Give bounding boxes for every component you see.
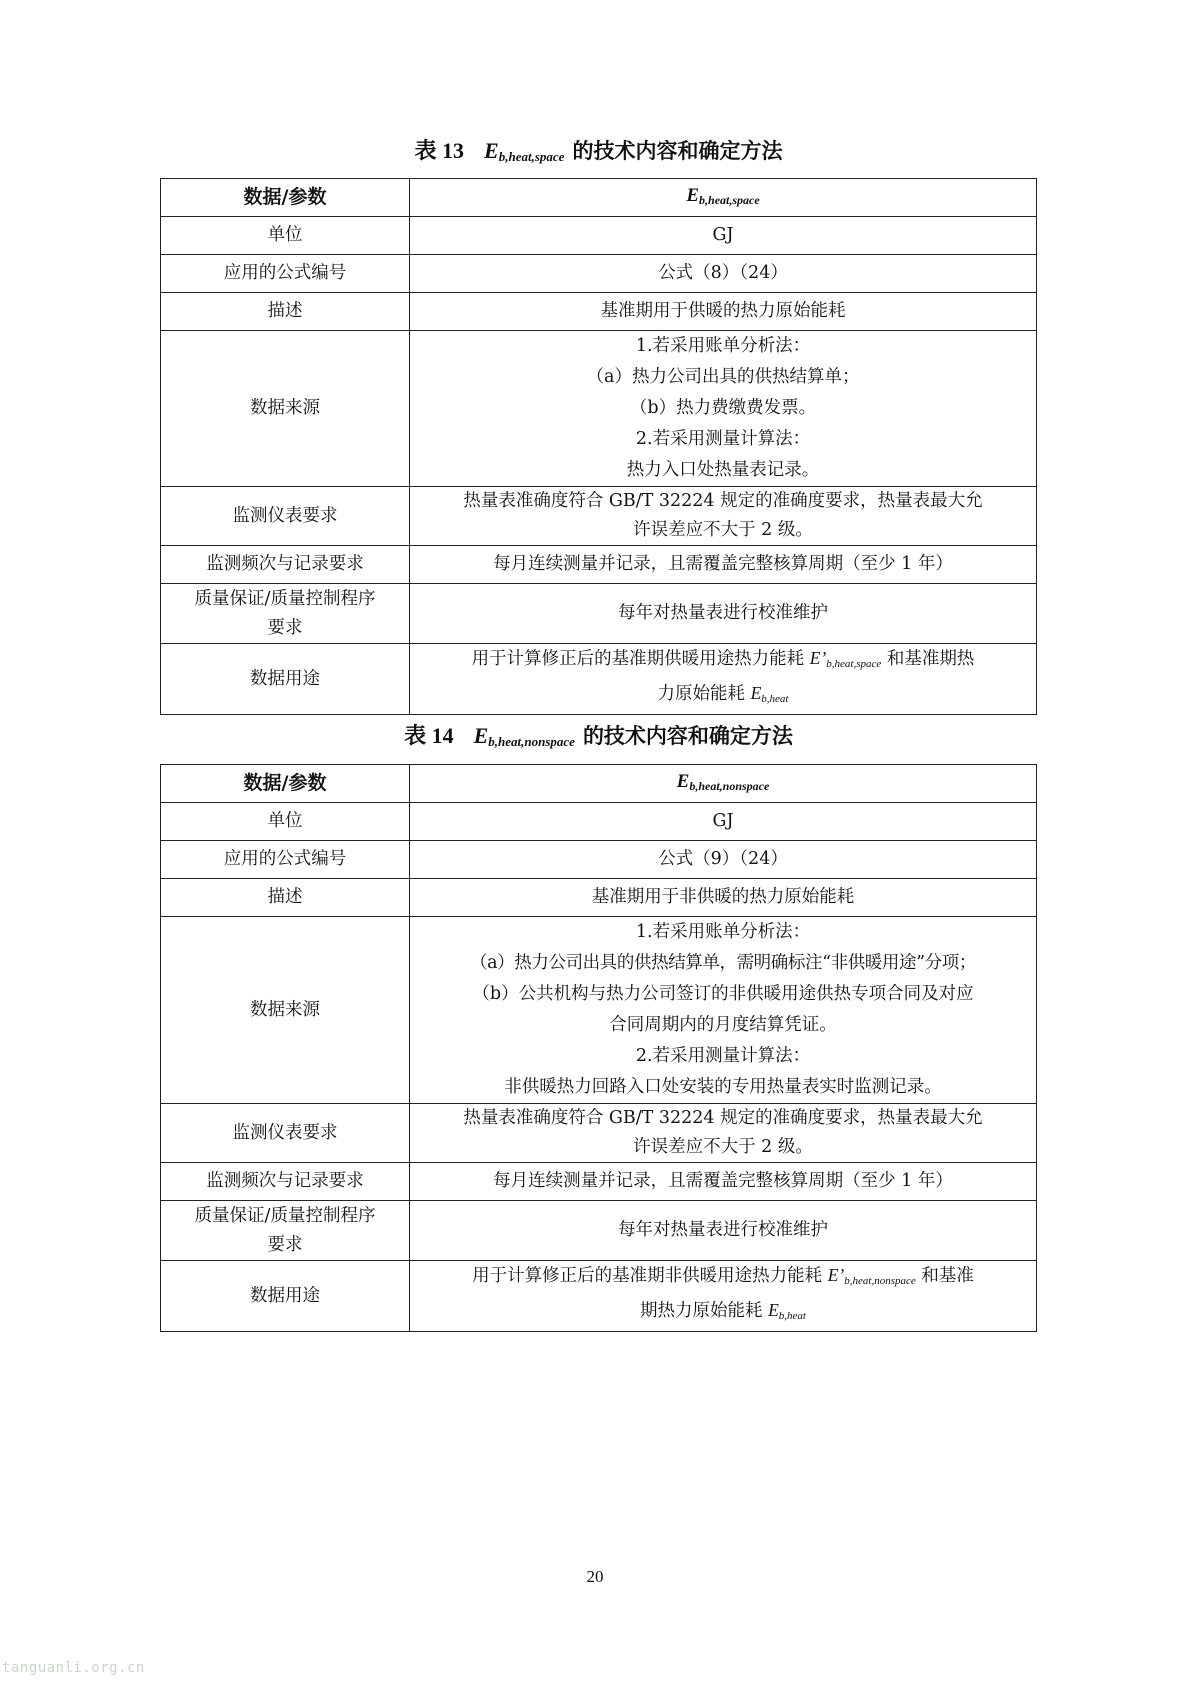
- source-label-cell: 数据来源: [161, 917, 410, 1104]
- qa-label-cell: 质量保证/质量控制程序 要求: [161, 1201, 410, 1261]
- formula-value-cell: 公式（9）（24）: [410, 841, 1037, 879]
- source-label-cell: 数据来源: [161, 331, 410, 487]
- table-13-caption-variable: $E_{b,heat,space}$: [484, 138, 565, 164]
- table-14-caption-variable: $E_{b,heat,nonspace}$: [473, 723, 575, 749]
- header-label-cell: 数据/参数: [161, 179, 410, 217]
- description-value-cell: 基准期用于供暖的热力原始能耗: [410, 293, 1037, 331]
- table-14: [160, 764, 1037, 1332]
- table-13-caption-number: 表 13: [414, 138, 465, 163]
- header-label-cell: 数据/参数: [161, 765, 410, 803]
- source-value-cell: 1.若采用账单分析法： （a）热力公司出具的供热结算单，需明确标注“非供暖用途”分项； （b）公共机构与热力公司签订的非供暖用途供热专项合同及对应 合同周期内的月度结算凭证。 2.若采用测量计算法： 非供暖热力回路入口处安装的专用热量表实时监测记录。: [410, 917, 1037, 1104]
- header-value-cell: $E_{b,heat,nonspace}$: [410, 765, 1037, 803]
- table-14-caption: [160, 722, 1037, 756]
- frequency-label-cell: 监测频次与记录要求: [161, 546, 410, 584]
- table-row: [161, 217, 1037, 255]
- unit-value-cell: GJ: [410, 803, 1037, 841]
- table-row: [161, 803, 1037, 841]
- header-value-cell: $E_{b,heat,space}$: [410, 179, 1037, 217]
- table-row: [161, 331, 1037, 487]
- table-13: [160, 178, 1037, 715]
- watermark: tanguanli.org.cn: [2, 1660, 145, 1676]
- table-13-caption: [160, 137, 1037, 171]
- table-row: [161, 584, 1037, 644]
- table-row: [161, 1201, 1037, 1261]
- table-row: [161, 487, 1037, 546]
- table-row: [161, 1163, 1037, 1201]
- frequency-value-cell: 每月连续测量并记录，且需覆盖完整核算周期（至少 1 年）: [410, 546, 1037, 584]
- formula-label-cell: 应用的公式编号: [161, 255, 410, 293]
- table-row: [161, 879, 1037, 917]
- description-label-cell: 描述: [161, 879, 410, 917]
- frequency-value-cell: 每月连续测量并记录，且需覆盖完整核算周期（至少 1 年）: [410, 1163, 1037, 1201]
- description-value-cell: 基准期用于非供暖的热力原始能耗: [410, 879, 1037, 917]
- usage-value-cell: 用于计算修正后的基准期非供暖用途热力能耗 $E’_{b,heat,nonspace}$ 和基准 期热力原始能耗 $E_{b,heat}$: [410, 1261, 1037, 1332]
- qa-label-cell: 质量保证/质量控制程序 要求: [161, 584, 410, 644]
- instrument-value-cell: 热量表准确度符合 GB/T 32224 规定的准确度要求，热量表最大允 许误差应不大于 2 级。: [410, 1104, 1037, 1163]
- table-row: [161, 1261, 1037, 1332]
- qa-value-cell: 每年对热量表进行校准维护: [410, 584, 1037, 644]
- table-row: [161, 1104, 1037, 1163]
- qa-value-cell: 每年对热量表进行校准维护: [410, 1201, 1037, 1261]
- table-row: [161, 179, 1037, 217]
- table-13-caption-text: 的技术内容和确定方法: [572, 139, 783, 163]
- table-row: [161, 644, 1037, 715]
- usage-label-cell: 数据用途: [161, 1261, 410, 1332]
- description-label-cell: 描述: [161, 293, 410, 331]
- formula-value-cell: 公式（8）（24）: [410, 255, 1037, 293]
- instrument-label-cell: 监测仪表要求: [161, 1104, 410, 1163]
- frequency-label-cell: 监测频次与记录要求: [161, 1163, 410, 1201]
- table-14-caption-text: 的技术内容和确定方法: [582, 724, 793, 748]
- instrument-value-cell: 热量表准确度符合 GB/T 32224 规定的准确度要求，热量表最大允 许误差应不大于 2 级。: [410, 487, 1037, 546]
- page-number: 20: [586, 1567, 604, 1586]
- instrument-label-cell: 监测仪表要求: [161, 487, 410, 546]
- usage-value-cell: 用于计算修正后的基准期供暖用途热力能耗 $E’_{b,heat,space}$ 和基准期热 力原始能耗 $E_{b,heat}$: [410, 644, 1037, 715]
- formula-label-cell: 应用的公式编号: [161, 841, 410, 879]
- usage-label-cell: 数据用途: [161, 644, 410, 715]
- table-row: [161, 841, 1037, 879]
- unit-value-cell: GJ: [410, 217, 1037, 255]
- table-row: [161, 917, 1037, 1104]
- table-row: [161, 293, 1037, 331]
- table-row: [161, 765, 1037, 803]
- table-row: [161, 255, 1037, 293]
- unit-label-cell: 单位: [161, 803, 410, 841]
- table-row: [161, 546, 1037, 584]
- unit-label-cell: 单位: [161, 217, 410, 255]
- table-14-caption-number: 表 14: [404, 723, 454, 748]
- source-value-cell: 1.若采用账单分析法： （a）热力公司出具的供热结算单； （b）热力费缴费发票。 2.若采用测量计算法： 热力入口处热量表记录。: [410, 331, 1037, 487]
